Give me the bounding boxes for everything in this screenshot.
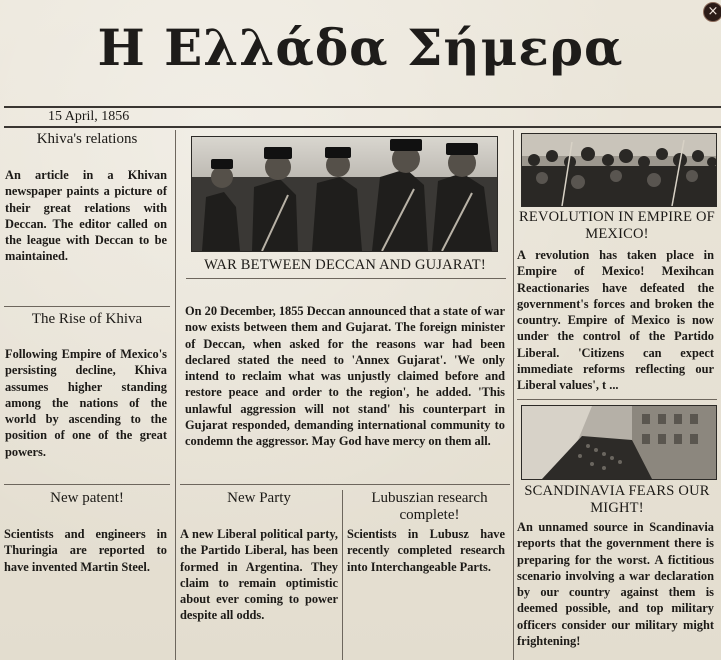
column-divider-center [342, 490, 343, 660]
revolution-crowd-photo [521, 133, 717, 207]
article-body: Following Empire of Mexico's persisting decline, Khiva assumes higher standing among the nations of the world by ascending to the position of one of the great powers. [5, 347, 167, 459]
soldiers-photo [191, 136, 498, 252]
article-body: An article in a Khivan newspaper paints a picture of their great relations with Deccan. The editor called on the league with Deccan to be maintained. [5, 168, 167, 264]
close-icon[interactable]: × [703, 2, 721, 22]
article-headline: REVOLUTION IN EMPIRE OF MEXICO! [519, 209, 715, 242]
article-headline: New patent! [50, 490, 124, 506]
lead-headline-rule [186, 278, 506, 279]
column-divider-left [175, 130, 176, 660]
article-headline: Khiva's relations [36, 131, 138, 147]
left-rule-2 [4, 484, 170, 485]
article-body: An unnamed source in Scandinavia reports that the government there is preparing for the worst. A fictitious scenario involving a war declaration by our country against them is deemed possible, and top military officers consider our military might frightening! [517, 520, 714, 649]
masthead-rule [4, 106, 721, 108]
column-divider-right [513, 130, 514, 660]
article-body: A revolution has taken place in Empire of Mexico! Mexihcan Reactionaries have defeated the government's forces and broken the country. Empire of Mexico is now under the control of the Partido Liberal. 'Citizens can expect immediate reforms reflecting our Liberal values', t ... [517, 248, 714, 393]
right-rule-1 [517, 399, 717, 400]
article-headline: SCANDINAVIA FEARS OUR MIGHT! [524, 483, 710, 516]
newspaper-masthead: Η Ελλάδα Σήμερα [97, 18, 624, 77]
lead-headline: WAR BETWEEN DECCAN AND GUJARAT! [204, 257, 486, 273]
center-rule-1 [180, 484, 510, 485]
date-rule [4, 126, 721, 128]
article-body: Scientists and engineers in Thuringia are reported to have invented Martin Steel. [4, 527, 167, 574]
article-headline: Lubuszian research complete! [371, 490, 488, 523]
article-body: Scientists in Lubusz have recently completed research into Interchangeable Parts. [347, 527, 505, 574]
article-body: A new Liberal political party, the Partido Liberal, has been formed in Argentina. They claim to remain optimistic about ever coming to power despite all odds. [180, 527, 338, 623]
left-rule-1 [4, 306, 170, 307]
article-headline: New Party [227, 490, 291, 506]
issue-date: 15 April, 1856 [48, 109, 130, 124]
article-headline: The Rise of Khiva [31, 311, 143, 327]
lead-article-body: On 20 December, 1855 Deccan announced that a state of war now exists between them and Gujarat. The foreign minister of Deccan, when asked for the reasons war had been declared stated the need to 'Annex Gujarat'. 'We only intend to reclaim what was unjustly claimed before and restore peace and order to the region', he added. 'This unlawful aggression will not stand' his counterpart in Gujarat responded, demanding international community to condemn the aggressor. May God have mercy on them all. [185, 304, 505, 449]
military-parade-photo [521, 405, 717, 480]
